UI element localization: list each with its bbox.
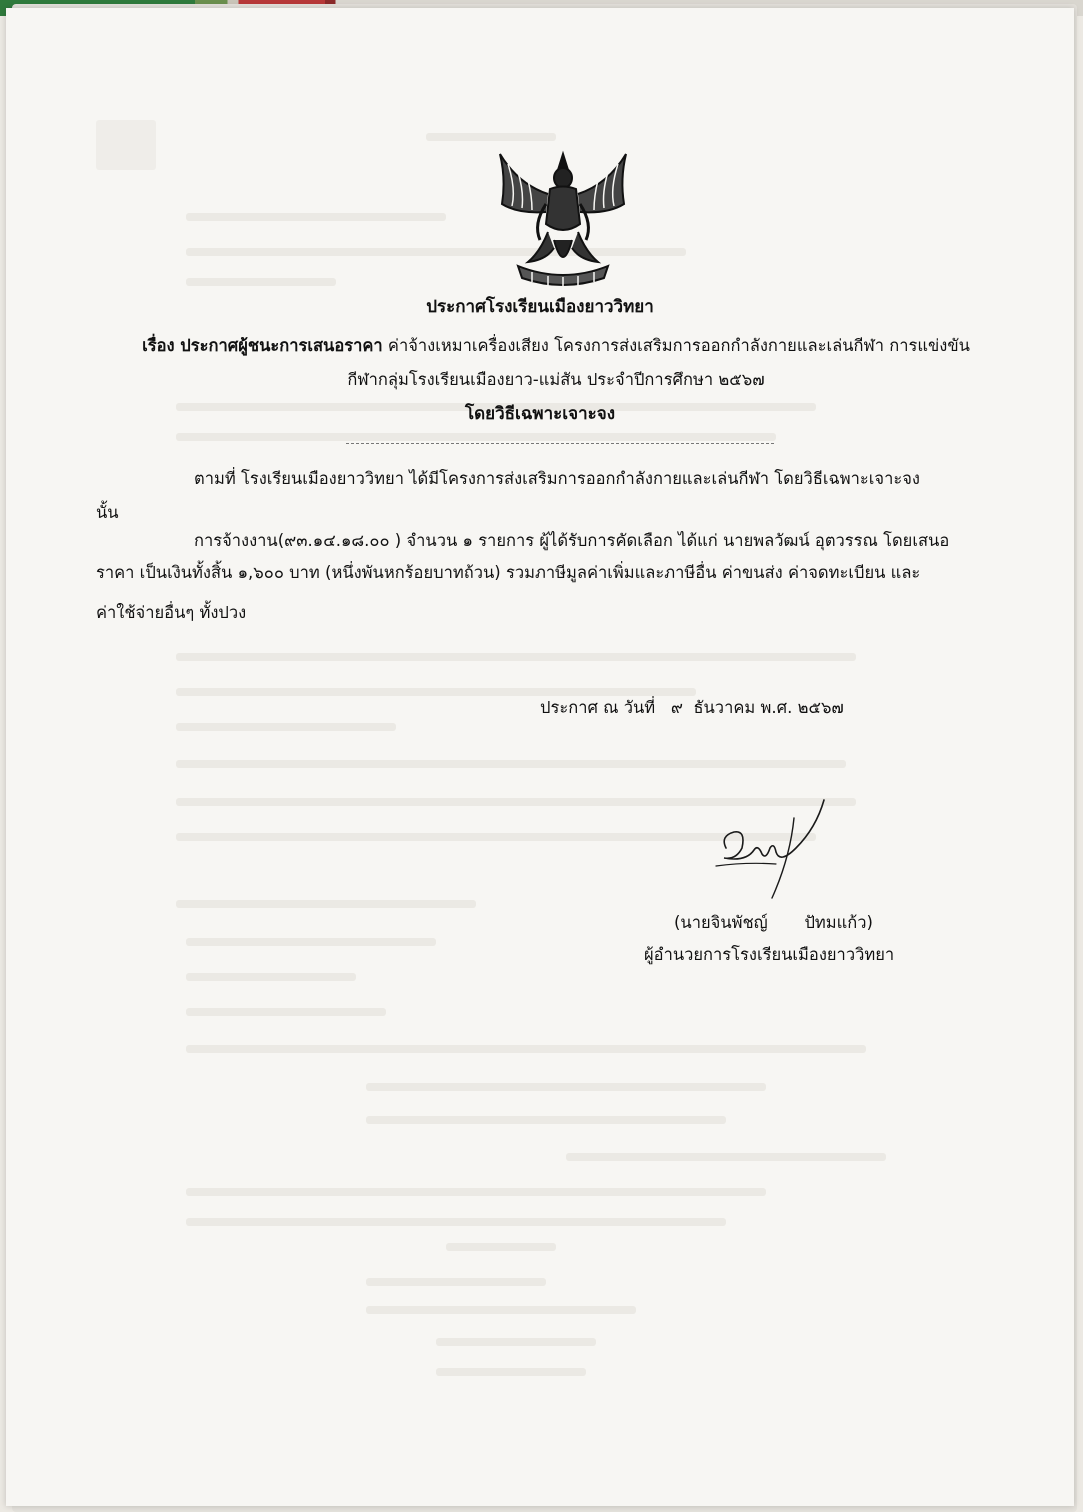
paragraph-2-line-1: การจ้างงาน(๙๓.๑๔.๑๘.๐๐ ) จำนวน ๑ รายการ ผู้ได้รับการคัดเลือก ได้แก่ นายพลวัฒน์ อุตวรรณ โดยเสนอ — [194, 531, 950, 550]
show-through-line — [186, 938, 436, 946]
procurement-method: โดยวิธีเฉพาะเจาะจง — [464, 404, 616, 424]
show-through-line — [176, 760, 846, 768]
announce-date: ประกาศ ณ วันที่ ๙ ธันวาคม พ.ศ. ๒๕๖๗ — [540, 698, 844, 717]
show-through-line — [366, 1116, 726, 1124]
paragraph-1-line-2: นั้น — [96, 503, 119, 522]
show-through-line — [176, 653, 856, 661]
show-through-line — [186, 278, 336, 286]
show-through-line — [186, 1188, 766, 1196]
signer-name: (นายจินพัชญ์ ปัทมแก้ว) — [674, 913, 873, 932]
show-through-line — [186, 1045, 866, 1053]
show-through-line — [426, 133, 556, 141]
show-through-line — [436, 1338, 596, 1346]
show-through-line — [186, 973, 356, 981]
paragraph-2-line-3: ค่าใช้จ่ายอื่นๆ ทั้งปวง — [96, 603, 247, 622]
show-through-line — [176, 723, 396, 731]
show-through-line — [366, 1083, 766, 1091]
show-through-mark — [96, 120, 156, 170]
subject-text: ค่าจ้างเหมาเครื่องเสียง โครงการส่งเสริมการออกกำลังกายและเล่นกีฬา การแข่งขัน — [382, 336, 970, 355]
document-heading: ประกาศโรงเรียนเมืองยาววิทยา — [426, 297, 654, 317]
garuda-emblem-icon — [488, 144, 638, 294]
show-through-line — [176, 900, 476, 908]
show-through-line — [446, 1243, 556, 1251]
handwritten-signature — [706, 788, 866, 908]
subject-line-2: กีฬากลุ่มโรงเรียนเมืองยาว-แม่สัน ประจำปีการศึกษา ๒๕๖๗ — [347, 370, 765, 389]
paragraph-2-line-2: ราคา เป็นเงินทั้งสิ้น ๑,๖๐๐ บาท (หนึ่งพันหกร้อยบาทถ้วน) รวมภาษีมูลค่าเพิ่มและภาษีอื่น ค่าขนส่ง ค่าจดทะเบียน และ — [96, 563, 921, 582]
show-through-line — [436, 1368, 586, 1376]
signer-title: ผู้อำนวยการโรงเรียนเมืองยาววิทยา — [644, 945, 895, 964]
show-through-line — [366, 1306, 636, 1314]
document-page — [6, 8, 1074, 1506]
show-through-line — [186, 1218, 726, 1226]
show-through-line — [186, 213, 446, 221]
subject-label: เรื่อง ประกาศผู้ชนะการเสนอราคา — [142, 336, 383, 355]
heading-divider — [346, 443, 774, 444]
show-through-line — [176, 433, 776, 441]
paragraph-1-line-1: ตามที่ โรงเรียนเมืองยาววิทยา ได้มีโครงการส่งเสริมการออกกำลังกายและเล่นกีฬา โดยวิธีเฉพาะเจาะจง — [194, 469, 920, 488]
subject-line-1 — [106, 329, 1006, 363]
show-through-line — [186, 1008, 386, 1016]
show-through-line — [566, 1153, 886, 1161]
show-through-line — [366, 1278, 546, 1286]
